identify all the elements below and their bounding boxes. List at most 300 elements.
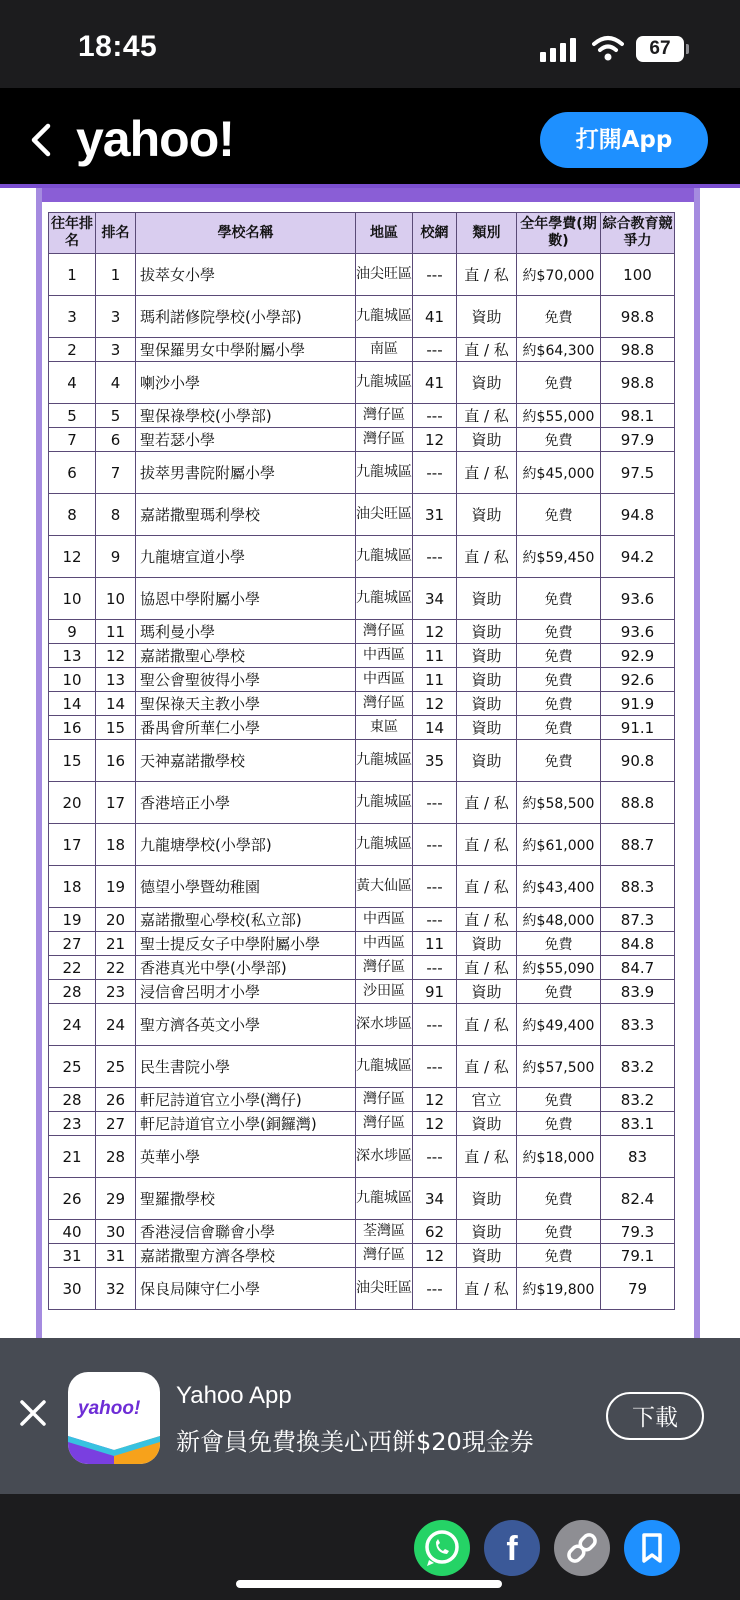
cell-score: 88.7 — [601, 824, 675, 866]
cell-fee: 約$70,000 — [517, 254, 601, 296]
cell-district: 灣仔區 — [356, 1244, 413, 1268]
cell-prev-rank: 40 — [49, 1220, 96, 1244]
cell-category: 資助 — [457, 692, 517, 716]
table-row — [49, 338, 675, 362]
wifi-icon — [592, 33, 624, 63]
cell-score: 84.7 — [601, 956, 675, 980]
cell-district: 沙田區 — [356, 980, 413, 1004]
home-indicator — [236, 1580, 502, 1588]
cell-school-name: 九龍塘學校(小學部) — [136, 824, 356, 866]
table-frame-right — [694, 188, 700, 1338]
cell-district: 九龍城區 — [356, 578, 413, 620]
cell-score: 83.2 — [601, 1046, 675, 1088]
cell-category: 資助 — [457, 578, 517, 620]
cell-fee: 免費 — [517, 1178, 601, 1220]
cell-school-net: 91 — [413, 980, 457, 1004]
cell-school-net: 14 — [413, 716, 457, 740]
cell-prev-rank: 13 — [49, 644, 96, 668]
header-rank: 排名 — [96, 213, 136, 254]
cell-prev-rank: 17 — [49, 824, 96, 866]
cell-rank: 28 — [96, 1136, 136, 1178]
cell-prev-rank: 10 — [49, 578, 96, 620]
cell-fee: 免費 — [517, 578, 601, 620]
cell-category: 直 / 私 — [457, 254, 517, 296]
cell-rank: 15 — [96, 716, 136, 740]
table-frame-left — [36, 188, 42, 1338]
app-promo-banner[interactable] — [0, 1338, 740, 1494]
cell-fee: 免費 — [517, 362, 601, 404]
cell-prev-rank: 4 — [49, 362, 96, 404]
cell-prev-rank: 31 — [49, 1244, 96, 1268]
cell-district: 灣仔區 — [356, 956, 413, 980]
cell-prev-rank: 3 — [49, 296, 96, 338]
whatsapp-icon[interactable] — [414, 1520, 470, 1576]
cell-rank: 23 — [96, 980, 136, 1004]
cell-school-name: 聖公會聖彼得小學 — [136, 668, 356, 692]
cell-rank: 19 — [96, 866, 136, 908]
cell-fee: 免費 — [517, 716, 601, 740]
cell-school-net: --- — [413, 1004, 457, 1046]
cell-school-net: 12 — [413, 1244, 457, 1268]
cell-prev-rank: 9 — [49, 620, 96, 644]
table-row — [49, 956, 675, 980]
status-bar — [0, 0, 740, 88]
cell-rank: 13 — [96, 668, 136, 692]
cell-school-net: 34 — [413, 578, 457, 620]
cell-rank: 12 — [96, 644, 136, 668]
table-row — [49, 494, 675, 536]
header-competitiveness: 綜合教育競爭力 — [601, 213, 675, 254]
cell-rank: 9 — [96, 536, 136, 578]
open-app-button[interactable]: 打開App — [540, 112, 708, 168]
cell-school-name: 聖士提反女子中學附屬小學 — [136, 932, 356, 956]
cell-category: 直 / 私 — [457, 404, 517, 428]
cell-school-net: --- — [413, 338, 457, 362]
cell-category: 資助 — [457, 620, 517, 644]
cell-score: 88.8 — [601, 782, 675, 824]
cell-district: 荃灣區 — [356, 1220, 413, 1244]
cell-prev-rank: 1 — [49, 254, 96, 296]
cell-prev-rank: 12 — [49, 536, 96, 578]
header-prev-rank: 往年排名 — [49, 213, 96, 254]
table-row — [49, 578, 675, 620]
table-row — [49, 980, 675, 1004]
cell-rank: 4 — [96, 362, 136, 404]
cell-school-net: 12 — [413, 692, 457, 716]
table-row — [49, 668, 675, 692]
cell-district: 油尖旺區 — [356, 494, 413, 536]
cell-score: 83 — [601, 1136, 675, 1178]
download-button[interactable]: 下載 — [606, 1392, 704, 1440]
cell-rank: 25 — [96, 1046, 136, 1088]
cell-category: 資助 — [457, 644, 517, 668]
cell-school-net: 41 — [413, 296, 457, 338]
table-frame-top — [36, 188, 700, 202]
cell-score: 91.9 — [601, 692, 675, 716]
cell-score: 93.6 — [601, 578, 675, 620]
cell-prev-rank: 8 — [49, 494, 96, 536]
cell-school-name: 嘉諾撒聖方濟各學校 — [136, 1244, 356, 1268]
cell-prev-rank: 21 — [49, 1136, 96, 1178]
cell-school-net: --- — [413, 536, 457, 578]
cell-score: 88.3 — [601, 866, 675, 908]
cell-score: 100 — [601, 254, 675, 296]
cell-district: 中西區 — [356, 908, 413, 932]
cell-school-name: 保良局陳守仁小學 — [136, 1268, 356, 1310]
cell-school-name: 聖保羅男女中學附屬小學 — [136, 338, 356, 362]
cell-district: 灣仔區 — [356, 692, 413, 716]
cell-category: 直 / 私 — [457, 824, 517, 866]
cell-fee: 免費 — [517, 1112, 601, 1136]
cell-score: 92.9 — [601, 644, 675, 668]
cell-district: 灣仔區 — [356, 1112, 413, 1136]
cell-fee: 約$57,500 — [517, 1046, 601, 1088]
table-row — [49, 362, 675, 404]
cell-district: 九龍城區 — [356, 536, 413, 578]
cell-prev-rank: 28 — [49, 1088, 96, 1112]
table-row — [49, 716, 675, 740]
cell-category: 直 / 私 — [457, 338, 517, 362]
table-row — [49, 1244, 675, 1268]
cell-category: 直 / 私 — [457, 536, 517, 578]
cell-school-name: 聖保祿天主教小學 — [136, 692, 356, 716]
cell-school-net: --- — [413, 956, 457, 980]
cell-district: 九龍城區 — [356, 1046, 413, 1088]
cell-score: 98.8 — [601, 362, 675, 404]
cell-school-name: 香港浸信會聯會小學 — [136, 1220, 356, 1244]
cell-score: 82.4 — [601, 1178, 675, 1220]
cell-school-name: 聖若瑟小學 — [136, 428, 356, 452]
cell-district: 中西區 — [356, 644, 413, 668]
cell-school-net: 12 — [413, 620, 457, 644]
cell-school-net: 11 — [413, 932, 457, 956]
app-bar — [0, 88, 740, 188]
cell-rank: 22 — [96, 956, 136, 980]
cell-score: 79 — [601, 1268, 675, 1310]
table-row — [49, 644, 675, 668]
cell-prev-rank: 18 — [49, 866, 96, 908]
cell-prev-rank: 19 — [49, 908, 96, 932]
cell-prev-rank: 28 — [49, 980, 96, 1004]
cell-fee: 免費 — [517, 1244, 601, 1268]
cell-prev-rank: 6 — [49, 452, 96, 494]
cell-prev-rank: 27 — [49, 932, 96, 956]
cell-district: 九龍城區 — [356, 452, 413, 494]
cell-category: 直 / 私 — [457, 1004, 517, 1046]
share-bar — [0, 1494, 740, 1600]
cell-score: 92.6 — [601, 668, 675, 692]
cell-rank: 11 — [96, 620, 136, 644]
cell-school-net: --- — [413, 452, 457, 494]
cell-rank: 5 — [96, 404, 136, 428]
table-row — [49, 740, 675, 782]
cell-fee: 免費 — [517, 296, 601, 338]
cell-school-net: --- — [413, 908, 457, 932]
cell-district: 中西區 — [356, 932, 413, 956]
cell-score: 83.3 — [601, 1004, 675, 1046]
cell-rank: 3 — [96, 338, 136, 362]
cell-school-net: 12 — [413, 1088, 457, 1112]
cell-school-net: --- — [413, 1268, 457, 1310]
cell-rank: 27 — [96, 1112, 136, 1136]
cell-fee: 約$58,500 — [517, 782, 601, 824]
cell-rank: 18 — [96, 824, 136, 866]
cell-school-name: 英華小學 — [136, 1136, 356, 1178]
cell-fee: 約$61,000 — [517, 824, 601, 866]
cell-district: 灣仔區 — [356, 1088, 413, 1112]
cell-score: 79.3 — [601, 1220, 675, 1244]
cell-school-name: 聖羅撒學校 — [136, 1178, 356, 1220]
cell-fee: 約$45,000 — [517, 452, 601, 494]
cell-fee: 免費 — [517, 494, 601, 536]
status-time: 18:45 — [78, 30, 158, 63]
cell-school-name: 協恩中學附屬小學 — [136, 578, 356, 620]
cell-school-net: --- — [413, 254, 457, 296]
cell-school-net: 31 — [413, 494, 457, 536]
cell-prev-rank: 5 — [49, 404, 96, 428]
cell-school-net: 62 — [413, 1220, 457, 1244]
cell-school-name: 嘉諾撒聖瑪利學校 — [136, 494, 356, 536]
cell-district: 九龍城區 — [356, 1178, 413, 1220]
cell-school-name: 番禺會所華仁小學 — [136, 716, 356, 740]
cell-school-name: 軒尼詩道官立小學(銅鑼灣) — [136, 1112, 356, 1136]
cell-category: 直 / 私 — [457, 956, 517, 980]
cell-fee: 免費 — [517, 932, 601, 956]
cell-school-name: 拔萃女小學 — [136, 254, 356, 296]
cell-rank: 30 — [96, 1220, 136, 1244]
cell-score: 98.1 — [601, 404, 675, 428]
cell-school-name: 拔萃男書院附屬小學 — [136, 452, 356, 494]
signal-icon — [540, 38, 578, 62]
cell-category: 資助 — [457, 980, 517, 1004]
cell-score: 94.8 — [601, 494, 675, 536]
cell-school-name: 香港培正小學 — [136, 782, 356, 824]
cell-fee: 約$55,000 — [517, 404, 601, 428]
cell-fee: 約$43,400 — [517, 866, 601, 908]
cell-school-name: 嘉諾撒聖心學校 — [136, 644, 356, 668]
battery-icon: 67 — [636, 36, 684, 62]
cell-district: 灣仔區 — [356, 428, 413, 452]
close-icon[interactable] — [18, 1398, 48, 1432]
svg-text:f: f — [506, 1530, 518, 1568]
cell-school-net: --- — [413, 1136, 457, 1178]
back-arrow-icon[interactable] — [28, 122, 54, 162]
cell-rank: 32 — [96, 1268, 136, 1310]
header-category: 類別 — [457, 213, 517, 254]
cell-fee: 約$55,090 — [517, 956, 601, 980]
cell-district: 黃大仙區 — [356, 866, 413, 908]
cell-prev-rank: 2 — [49, 338, 96, 362]
cell-rank: 3 — [96, 296, 136, 338]
cell-rank: 29 — [96, 1178, 136, 1220]
link-icon[interactable] — [554, 1520, 610, 1576]
cell-prev-rank: 22 — [49, 956, 96, 980]
table-row — [49, 1136, 675, 1178]
header-annual-fee: 全年學費(期數) — [517, 213, 601, 254]
table-row — [49, 536, 675, 578]
cell-district: 九龍城區 — [356, 296, 413, 338]
yahoo-app-icon[interactable] — [68, 1372, 160, 1464]
table-row — [49, 1004, 675, 1046]
cell-category: 資助 — [457, 1220, 517, 1244]
cell-category: 直 / 私 — [457, 782, 517, 824]
table-row — [49, 404, 675, 428]
cell-prev-rank: 20 — [49, 782, 96, 824]
header-school-name: 學校名稱 — [136, 213, 356, 254]
bookmark-icon[interactable] — [624, 1520, 680, 1576]
cell-school-name: 聖保祿學校(小學部) — [136, 404, 356, 428]
cell-school-net: 41 — [413, 362, 457, 404]
cell-score: 91.1 — [601, 716, 675, 740]
cell-score: 93.6 — [601, 620, 675, 644]
cell-school-net: --- — [413, 404, 457, 428]
cell-school-name: 德望小學暨幼稚園 — [136, 866, 356, 908]
cell-district: 東區 — [356, 716, 413, 740]
table-row — [49, 1088, 675, 1112]
cell-category: 資助 — [457, 668, 517, 692]
cell-school-net: 35 — [413, 740, 457, 782]
cell-prev-rank: 16 — [49, 716, 96, 740]
cell-school-net: --- — [413, 1046, 457, 1088]
article-image — [0, 188, 740, 1338]
cell-district: 油尖旺區 — [356, 1268, 413, 1310]
cell-fee: 約$64,300 — [517, 338, 601, 362]
cell-rank: 7 — [96, 452, 136, 494]
table-row — [49, 1220, 675, 1244]
cell-score: 79.1 — [601, 1244, 675, 1268]
table-row — [49, 782, 675, 824]
cell-school-name: 軒尼詩道官立小學(灣仔) — [136, 1088, 356, 1112]
cell-score: 87.3 — [601, 908, 675, 932]
cell-school-net: 12 — [413, 428, 457, 452]
cell-rank: 17 — [96, 782, 136, 824]
app-icon-wordmark: yahoo! — [78, 1398, 141, 1419]
cell-category: 直 / 私 — [457, 1268, 517, 1310]
header-district: 地區 — [356, 213, 413, 254]
banner-promo-text: 新會員免費換美心西餅$20現金券 — [176, 1428, 534, 1456]
cell-score: 97.5 — [601, 452, 675, 494]
cell-category: 資助 — [457, 1244, 517, 1268]
cell-rank: 20 — [96, 908, 136, 932]
table-row — [49, 428, 675, 452]
table-header-row — [49, 213, 675, 254]
cell-fee: 約$48,000 — [517, 908, 601, 932]
cell-category: 資助 — [457, 428, 517, 452]
cell-school-net: 11 — [413, 668, 457, 692]
table-row — [49, 692, 675, 716]
cell-category: 資助 — [457, 1178, 517, 1220]
cell-school-name: 民生書院小學 — [136, 1046, 356, 1088]
yahoo-logo[interactable]: yahoo! — [76, 111, 234, 167]
cell-score: 83.9 — [601, 980, 675, 1004]
cell-district: 油尖旺區 — [356, 254, 413, 296]
ranking-table — [48, 212, 675, 1310]
cell-score: 98.8 — [601, 296, 675, 338]
cell-rank: 8 — [96, 494, 136, 536]
cell-school-name: 瑪利諾修院學校(小學部) — [136, 296, 356, 338]
cell-rank: 24 — [96, 1004, 136, 1046]
table-row — [49, 620, 675, 644]
table-row — [49, 254, 675, 296]
cell-school-name: 瑪利曼小學 — [136, 620, 356, 644]
cell-school-name: 聖方濟各英文小學 — [136, 1004, 356, 1046]
table-row — [49, 1268, 675, 1310]
cell-district: 九龍城區 — [356, 362, 413, 404]
cell-rank: 1 — [96, 254, 136, 296]
cell-fee: 免費 — [517, 668, 601, 692]
cell-score: 83.1 — [601, 1112, 675, 1136]
cell-prev-rank: 26 — [49, 1178, 96, 1220]
cell-category: 資助 — [457, 362, 517, 404]
cell-score: 90.8 — [601, 740, 675, 782]
cell-prev-rank: 14 — [49, 692, 96, 716]
cell-rank: 31 — [96, 1244, 136, 1268]
cell-score: 97.9 — [601, 428, 675, 452]
cell-score: 94.2 — [601, 536, 675, 578]
table-row — [49, 1112, 675, 1136]
cell-district: 九龍城區 — [356, 824, 413, 866]
cell-school-net: --- — [413, 866, 457, 908]
cell-rank: 21 — [96, 932, 136, 956]
banner-app-name: Yahoo App — [176, 1382, 292, 1409]
table-body — [49, 254, 675, 1310]
cell-school-name: 嘉諾撒聖心學校(私立部) — [136, 908, 356, 932]
table-row — [49, 908, 675, 932]
facebook-icon[interactable] — [484, 1520, 540, 1576]
table-row — [49, 932, 675, 956]
table-row — [49, 452, 675, 494]
cell-prev-rank: 30 — [49, 1268, 96, 1310]
cell-fee: 免費 — [517, 1220, 601, 1244]
cell-prev-rank: 10 — [49, 668, 96, 692]
cell-school-name: 香港真光中學(小學部) — [136, 956, 356, 980]
cell-fee: 約$18,000 — [517, 1136, 601, 1178]
cell-prev-rank: 23 — [49, 1112, 96, 1136]
cell-rank: 16 — [96, 740, 136, 782]
cell-category: 資助 — [457, 1112, 517, 1136]
cell-district: 深水埗區 — [356, 1004, 413, 1046]
table-row — [49, 1178, 675, 1220]
cell-school-net: 34 — [413, 1178, 457, 1220]
cell-category: 直 / 私 — [457, 908, 517, 932]
cell-district: 九龍城區 — [356, 740, 413, 782]
cell-school-name: 九龍塘宣道小學 — [136, 536, 356, 578]
table-row — [49, 866, 675, 908]
cell-fee: 約$59,450 — [517, 536, 601, 578]
cell-fee: 免費 — [517, 620, 601, 644]
cell-district: 九龍城區 — [356, 782, 413, 824]
cell-rank: 26 — [96, 1088, 136, 1112]
header-school-net: 校網 — [413, 213, 457, 254]
cell-district: 南區 — [356, 338, 413, 362]
cell-prev-rank: 15 — [49, 740, 96, 782]
cell-rank: 6 — [96, 428, 136, 452]
table-row — [49, 824, 675, 866]
cell-prev-rank: 24 — [49, 1004, 96, 1046]
cell-school-name: 浸信會呂明才小學 — [136, 980, 356, 1004]
cell-school-net: --- — [413, 782, 457, 824]
cell-prev-rank: 7 — [49, 428, 96, 452]
cell-category: 官立 — [457, 1088, 517, 1112]
cell-category: 資助 — [457, 494, 517, 536]
cell-fee: 免費 — [517, 740, 601, 782]
cell-score: 83.2 — [601, 1088, 675, 1112]
cell-category: 直 / 私 — [457, 452, 517, 494]
cell-fee: 免費 — [517, 1088, 601, 1112]
cell-rank: 14 — [96, 692, 136, 716]
cell-fee: 免費 — [517, 644, 601, 668]
cell-fee: 免費 — [517, 428, 601, 452]
